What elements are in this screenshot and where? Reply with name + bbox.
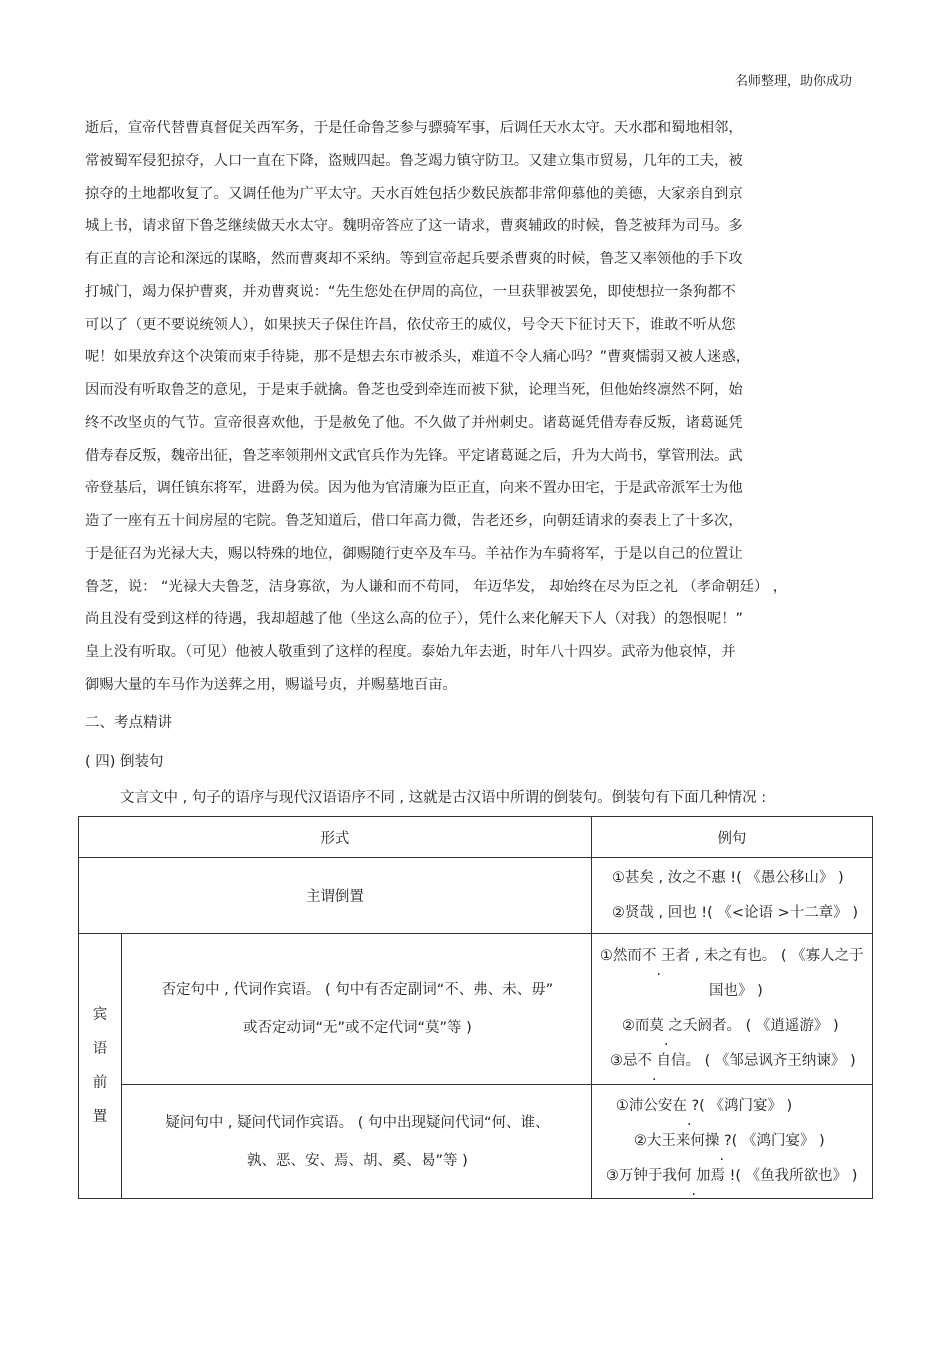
negative-examples (591, 934, 872, 1085)
header-example: 例句 (591, 817, 872, 858)
example-line: ①然而不 · 王者 , 未之有也。 ( 《寡人之于 (600, 939, 872, 974)
subject-predicate-label: 主谓倒置 (79, 858, 592, 934)
paragraph-line: 于是征召为光禄大夫，赐以特殊的地位，御赐随行吏卒及车马。羊祜作为车骑将军，于是以自己的位置让 (85, 545, 743, 562)
paragraph-line: 借寿春反叛，魏帝出征，鲁芝率领荆州文武官兵作为先锋。平定诸葛诞之后，升为大尚书，掌管刑法。武 (85, 447, 743, 464)
section-title: 二、考点精讲 (85, 715, 172, 731)
paragraph-line: 皇上没有听取。（可见）他被人敬重到了这样的程度。泰始九年去逝，时年八十四岁。武帝为他哀悼，并 (85, 644, 736, 660)
paragraph-line: 帝登基后，调任镇东将军，进爵为侯。因为他为官清廉为臣正直，向来不置办田宅，于是武帝派军士为他 (85, 480, 743, 497)
paragraph-line: 掠夺的土地都收复了。又调任他为广平太守。天水百姓包括少数民族都非常仰慕他的美德，大家亲自到京 (85, 185, 743, 202)
paragraph-line: 终不改坚贞的气节。宣帝很喜欢他，于是赦免了他。不久做了并州刺史。诸葛诞凭借寿春反叛，诸葛诞凭 (85, 414, 743, 431)
negative-description: 否定句中 , 代词作宾语。 ( 句中有否定副词“不、弗、未、毋” 或否定动词“无”或不定代词“莫”等 ) (122, 934, 592, 1085)
example-line: ③万钟于我何 · 加焉 !( 《鱼我所欲也》 ) (606, 1159, 872, 1194)
paragraph-line: 鲁芝，说： “光禄大夫鲁芝，洁身寡欲，为人谦和而不苟同， 年迈华发， 却始终在尽为臣之礼 （孝命朝廷） ， (85, 578, 788, 595)
subject-predicate-examples (591, 858, 872, 934)
interrogative-examples (591, 1085, 872, 1199)
interrogative-description: 疑问句中 , 疑问代词作宾语。 ( 句中出现疑问代词“何、谁、 孰、恶、安、焉、胡、奚、曷”等 ) (122, 1085, 592, 1199)
paragraph-line: 呢！如果放弃这个决策而束手待毙，那不是想去东市被杀头，难道不令人痛心吗？”曹爽懦弱又被人迷惑， (85, 349, 751, 366)
inversion-table (78, 816, 873, 1199)
object-front-label: 宾 语 前 置 (79, 934, 122, 1199)
example-line: ②而莫 · 之夭阏者。 ( 《逍遥游》 ) (600, 1009, 872, 1044)
subsection-title: ( 四) 倒装句 (85, 754, 164, 770)
translation-paragraph (85, 112, 788, 702)
intro-text: 文言文中 , 句子的语序与现代汉语语序不同 , 这就是古汉语中所谓的倒装句。倒装句有下面几种情况 : (120, 790, 767, 806)
example-line: ①甚矣 , 汝之不惠 !( 《愚公移山》 ) (611, 869, 844, 886)
example-line: ①沛公安在 · ?( 《鸿门宴》 ) (606, 1089, 872, 1124)
paragraph-line: 常被蜀军侵犯掠夺，人口一直在下降，盗贼四起。鲁芝竭力镇守防卫。又建立集市贸易，几年的工夫，被 (85, 152, 743, 169)
paragraph-line: 有正直的言论和深远的谋略，然而曹爽却不采纳。等到宣帝起兵要杀曹爽的时候，鲁芝又率领他的手下攻 (85, 251, 743, 267)
paragraph-line: 城上书，请求留下鲁芝继续做天水太守。魏明帝答应了这一请求，曹爽辅政的时候，鲁芝被拜为司马。多 (85, 218, 743, 235)
paragraph-line: 逝后，宣帝代替曹真督促关西军务，于是任命鲁芝参与骠骑军事，后调任天水太守。天水郡和蜀地相邻， (85, 120, 743, 136)
example-line: ②大王来何操 · ?( 《鸿门宴》 ) (606, 1124, 872, 1159)
paragraph-line: 造了一座有五十间房屋的宅院。鲁芝知道后，借口年高力微，告老还乡，向朝廷请求的奏表上了十多次， (85, 513, 743, 529)
paragraph-line: 尚且没有受到这样的待遇，我却超越了他（坐这么高的位子），凭什么来化解天下人（对我）的怨恨呢！” (85, 611, 743, 628)
example-line: ②贤哉 , 回也 !( 《<论语 >十二章》 ) (611, 904, 859, 921)
paragraph-line: 打城门，竭力保护曹爽，并劝曹爽说：“先生您处在伊周的高位，一旦获罪被罢免，即使想拉一条狗都不 (85, 283, 736, 300)
example-line: ③忌不 · 自信。 ( 《邹忌讽齐王纳谏》 ) (600, 1044, 872, 1079)
example-line: 国也》 ) (709, 983, 763, 999)
paragraph-line: 可以了（更不要说统领人），如果挟天子保住许昌，依仗帝王的威仪，号令天下征讨天下，谁敢不听从您 (85, 316, 736, 333)
header-form: 形式 (79, 817, 592, 858)
paragraph-line: 御赐大量的车马作为送葬之用，赐谥号贞，并赐墓地百亩。 (85, 676, 457, 693)
paragraph-line: 因而没有听取鲁芝的意见，于是束手就擒。鲁芝也受到牵连而被下狱，论理当死，但他始终凛然不阿，始 (85, 382, 743, 398)
page-header: 名师整理，助你成功 (734, 74, 852, 89)
